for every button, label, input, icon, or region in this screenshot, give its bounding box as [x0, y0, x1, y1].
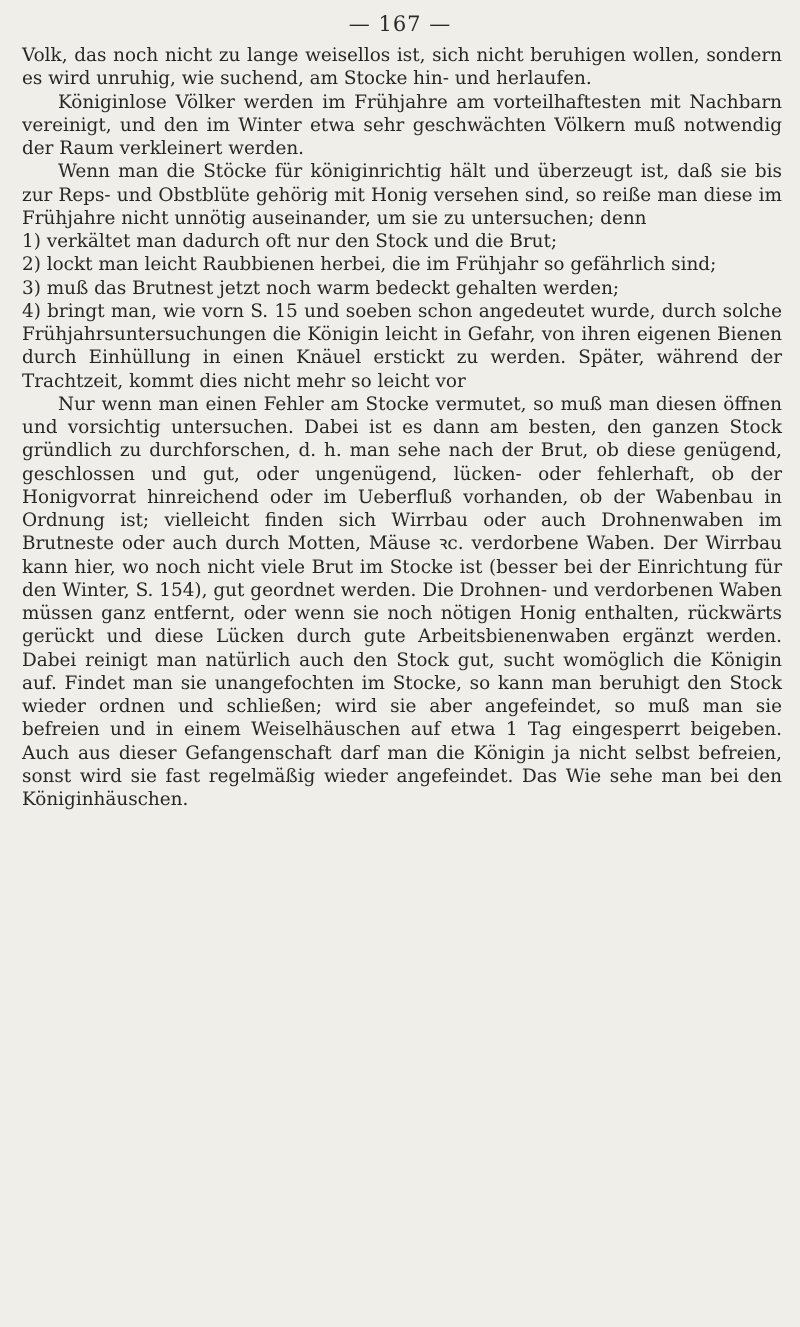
paragraph: Nur wenn man einen Fehler am Stocke vermutet, so muß man diesen öffnen und vorsichtig untersuchen. Dabei ist es dann am besten, den ganzen Stock gründlich zu durchforschen, d. h. man sehe nach der Brut, ob diese genügend, geschlossen und gut, oder ungenügend, lücken- oder fehlerhaft, ob der Honigvorrat hinreichend oder im Ueberfluß vorhanden, ob der Wabenbau in Ordnung ist; vielleicht finden sich Wirrbau oder auch Drohnenwaben im Brutneste oder auch durch Motten, Mäuse ꝛc. verdorbene Waben. Der Wirrbau kann hier, wo noch nicht viele Brut im Stocke ist (besser bei der Einrichtung für den Winter, S. 154), gut geordnet werden. Die Drohnen- und verdorbenen Waben müssen ganz entfernt, oder wenn sie noch nötigen Honig enthalten, rückwärts gerückt und diese Lücken durch gute Arbeitsbienenwaben ergänzt werden. Dabei reinigt man natürlich auch den Stock gut, sucht womöglich die Königin auf. Findet man sie unangefochten im Stocke, so kann man beruhigt den Stock wieder ordnen und schließen; wird sie aber angefeindet, so muß man sie befreien und in einem Weiselhäuschen auf etwa 1 Tag eingesperrt beigeben. Auch aus dieser Gefangenschaft darf man die Königin ja nicht selbst befreien, sonst wird sie fast regelmäßig wieder angefeindet. Das Wie sehe man bei den Königinhäuschen. — [22, 393, 782, 810]
paragraph: Wenn man die Stöcke für königinrichtig hält und überzeugt ist, daß sie bis zur Reps- und Obstblüte gehörig mit Honig versehen sind, so reiße man diese im Frühjahre nicht unnötig auseinander, um sie zu untersuchen; denn — [22, 161, 782, 229]
list-item: 4) bringt man, wie vorn S. 15 und soeben schon angedeutet wurde, durch solche Frühjahrsuntersuchungen die Königin leicht in Gefahr, von ihren eigenen Bienen durch Einhüllung in einen Knäuel erstickt zu werden. Später, während der Trachtzeit, kommt dies nicht mehr so leicht vor — [22, 300, 782, 392]
paragraph: Königinlose Völker werden im Frühjahre am vorteilhaftesten mit Nachbarn vereinigt, und den im Winter etwa sehr geschwächten Völkern muß notwendig der Raum verkleinert werden. — [22, 91, 782, 159]
body-text — [22, 44, 782, 811]
list-item: 1) verkältet man dadurch oft nur den Stock und die Brut; — [22, 231, 558, 252]
list-item: 2) lockt man leicht Raubbienen herbei, die im Frühjahr so gefährlich sind; — [22, 254, 717, 276]
list-item: 3) muß das Brutnest jetzt noch warm bedeckt gehalten werden; — [22, 277, 620, 299]
page-number: — 167 — — [348, 12, 452, 36]
paragraph: Volk, das noch nicht zu lange weisellos ist, sich nicht beruhigen wollen, sondern es wird unruhig, wie suchend, am Stocke hin- und herlaufen. — [22, 45, 782, 90]
